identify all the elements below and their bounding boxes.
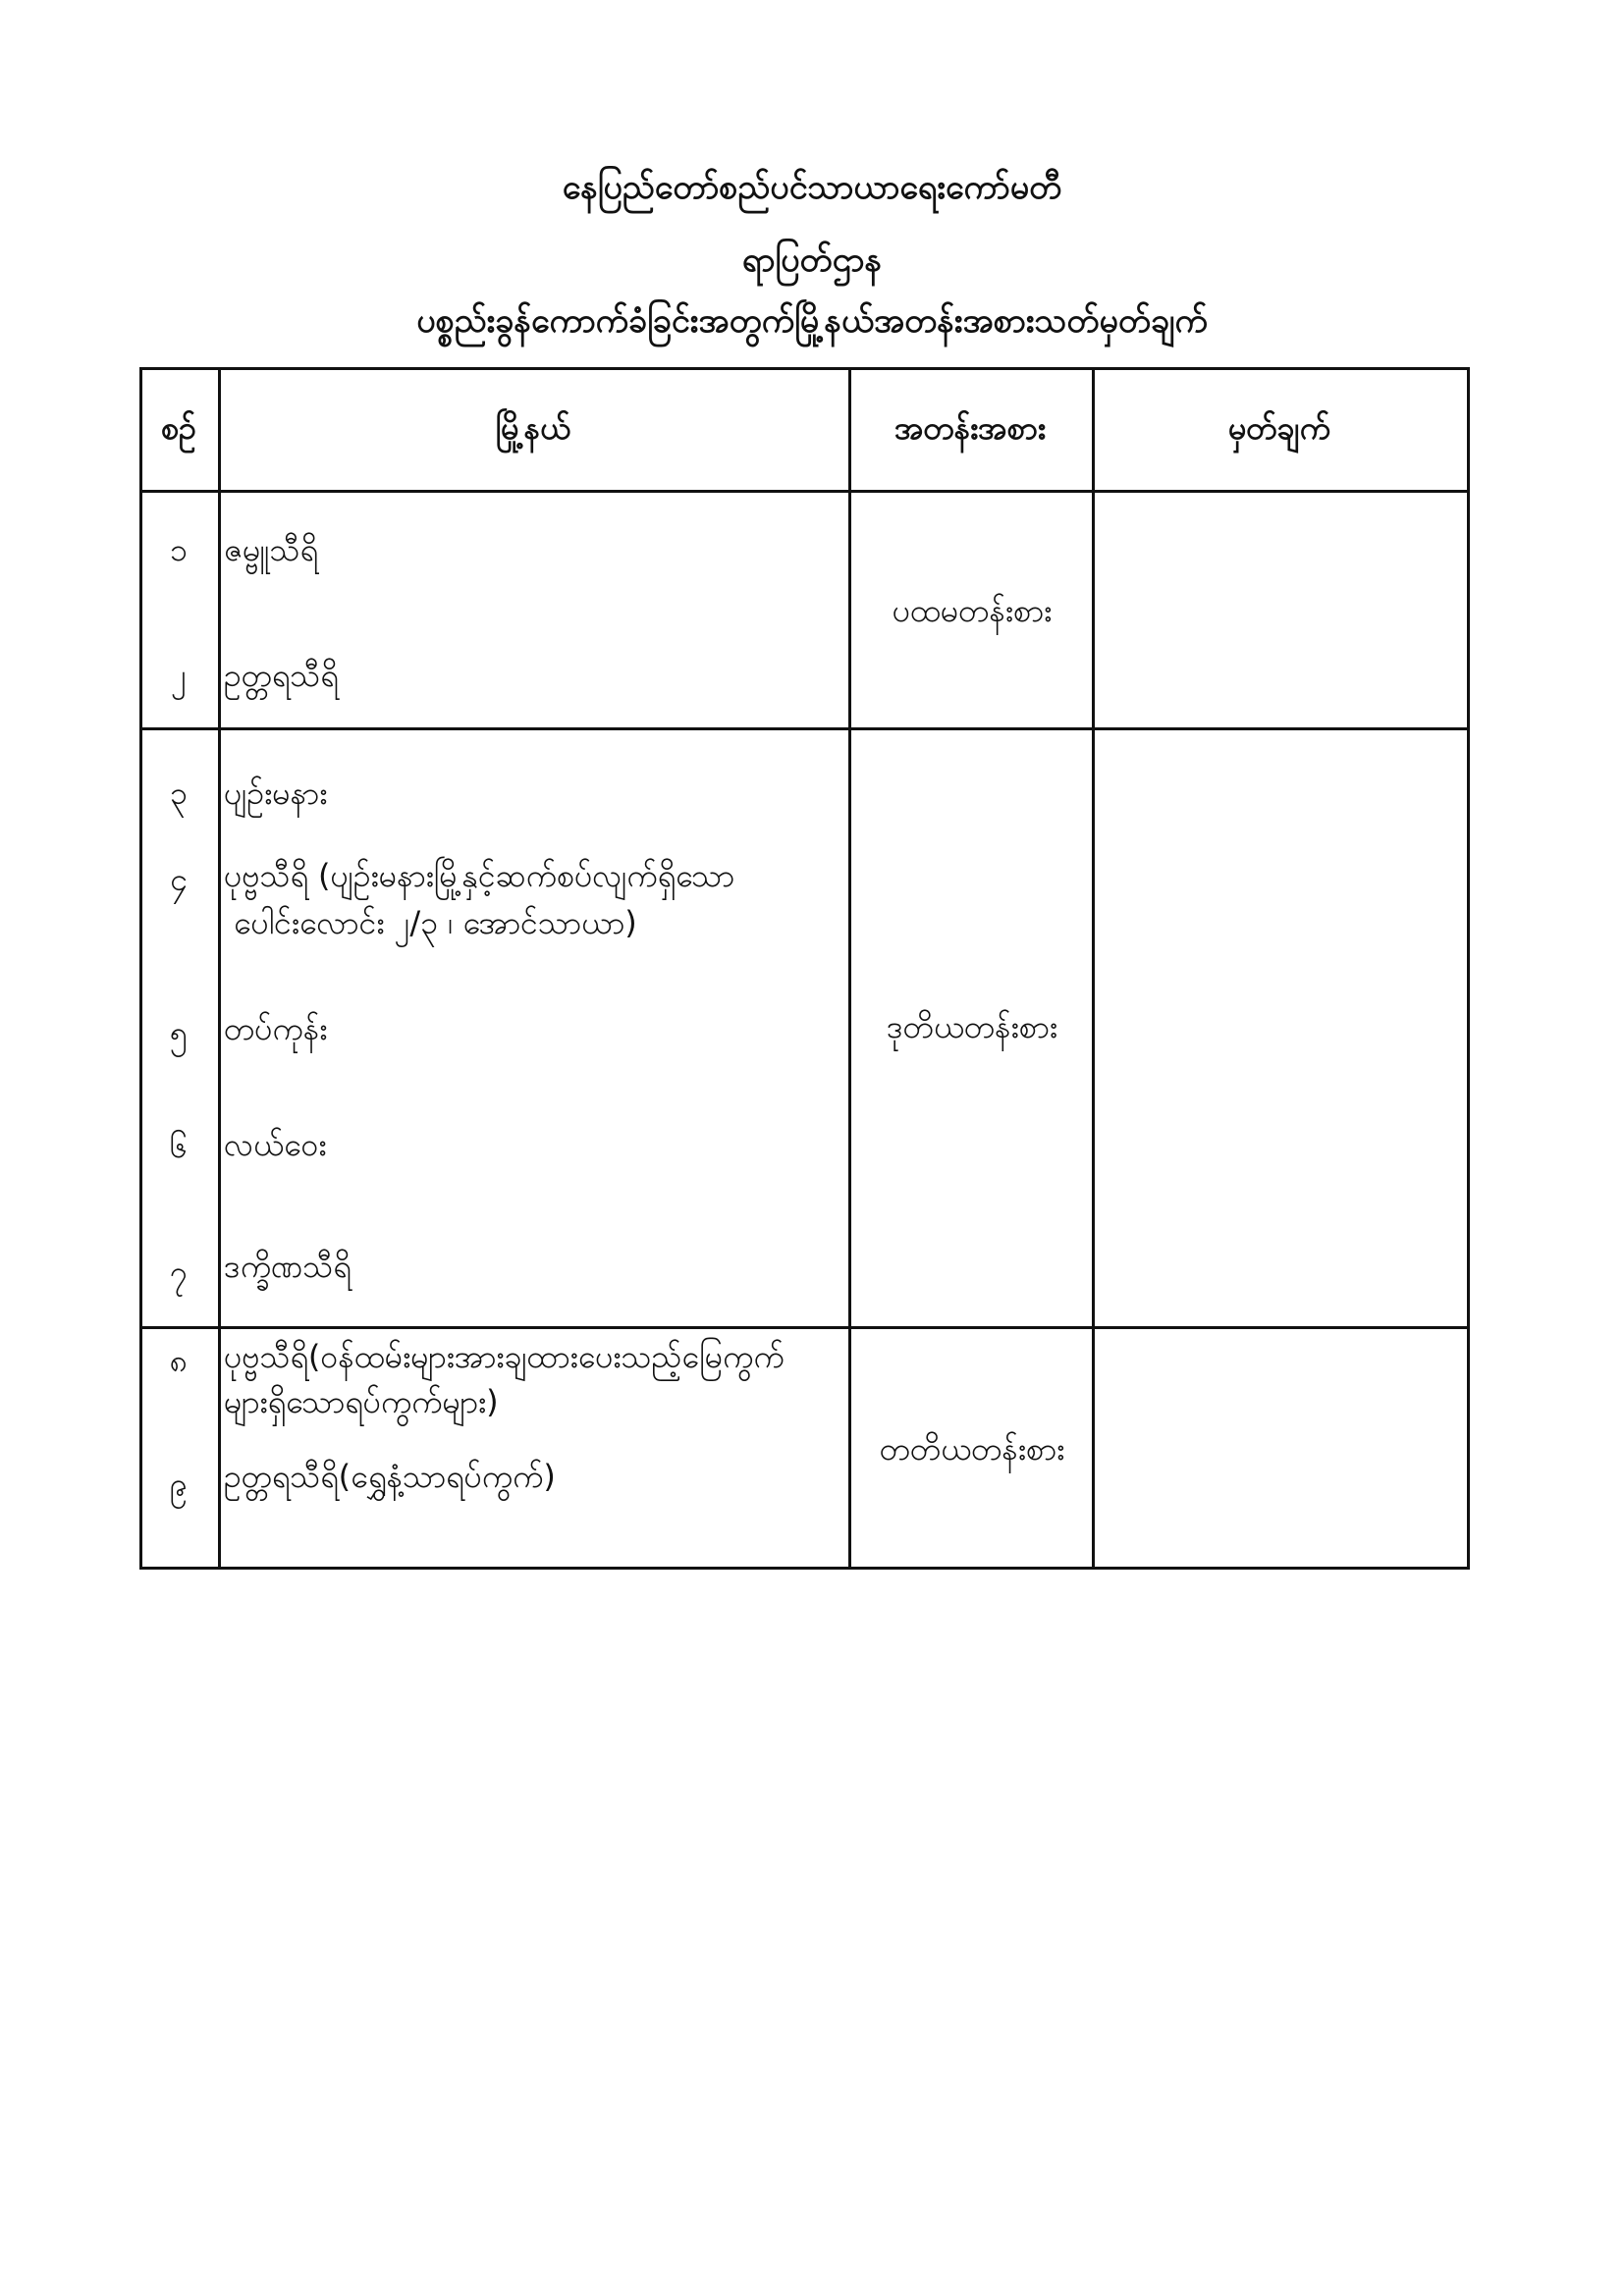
township-name: ပုဗ္ဗသီရိ (ပျဉ်းမနားမြို့နှင့်ဆက်စပ်လျက်ရှိသော [224, 857, 735, 894]
township-name: ပျဉ်းမနား [224, 774, 328, 812]
row-divider [142, 727, 1467, 730]
township-name: တပ်ကုန်း [224, 1010, 328, 1047]
row-number: ၂ [171, 657, 187, 694]
column-header-class: အတန်းအစား [894, 409, 1046, 447]
row-number: ၃ [170, 774, 188, 812]
row-number: ၆ [170, 1128, 188, 1165]
township-name: ဇမ္ဗူသီရိ [224, 531, 318, 568]
class-label: ဒုတိယတန်းစား [886, 1008, 1058, 1045]
column-header-serial: စဉ် [161, 409, 196, 447]
department-title: ရာပြတ်ဌာန [741, 240, 883, 280]
row-number: ၄ [170, 861, 188, 898]
row-divider [142, 490, 1467, 493]
township-name-continued: ပေါင်းလောင်း ၂/၃ ၊ အောင်သာယာ) [234, 904, 637, 941]
committee-title: နေပြည်တော်စည်ပင်သာယာရေးကော်မတီ [562, 168, 1062, 207]
township-name: ဒက္ခိဏသီရိ [224, 1248, 352, 1285]
column-divider [848, 370, 851, 1567]
township-name: လယ်ဝေး [224, 1126, 327, 1163]
class-label: ပထမတန်းစား [892, 592, 1053, 629]
column-header-township: မြို့နယ် [495, 409, 571, 447]
row-divider [142, 1326, 1467, 1329]
column-divider [218, 370, 221, 1567]
row-number: ၅ [170, 1014, 188, 1051]
row-number: ၁ [170, 531, 188, 568]
township-name-continued: များရှိသောရပ်ကွက်များ) [224, 1383, 499, 1420]
row-number: ၈ [169, 1342, 189, 1379]
document-title: ပစ္စည်းခွန်ကောက်ခံခြင်းအတွက်မြို့နယ်အတန်းအစားသတ်မှတ်ချက် [416, 301, 1208, 341]
township-name: ဥတ္တရသီရိ(ရွှေနံ့သာရပ်ကွက်) [224, 1458, 556, 1495]
column-divider [1092, 370, 1095, 1567]
township-name: ဥတ္တရသီရိ [224, 657, 339, 694]
class-label: တတိယတန်းစား [879, 1430, 1065, 1468]
township-name: ပုဗ္ဗသီရိ(ဝန်ထမ်းများအားချထားပေးသည့်မြေကွက် [224, 1338, 785, 1375]
row-number: ၇ [170, 1254, 188, 1291]
column-header-remark: မှတ်ချက် [1228, 409, 1330, 447]
row-number: ၉ [170, 1466, 188, 1503]
